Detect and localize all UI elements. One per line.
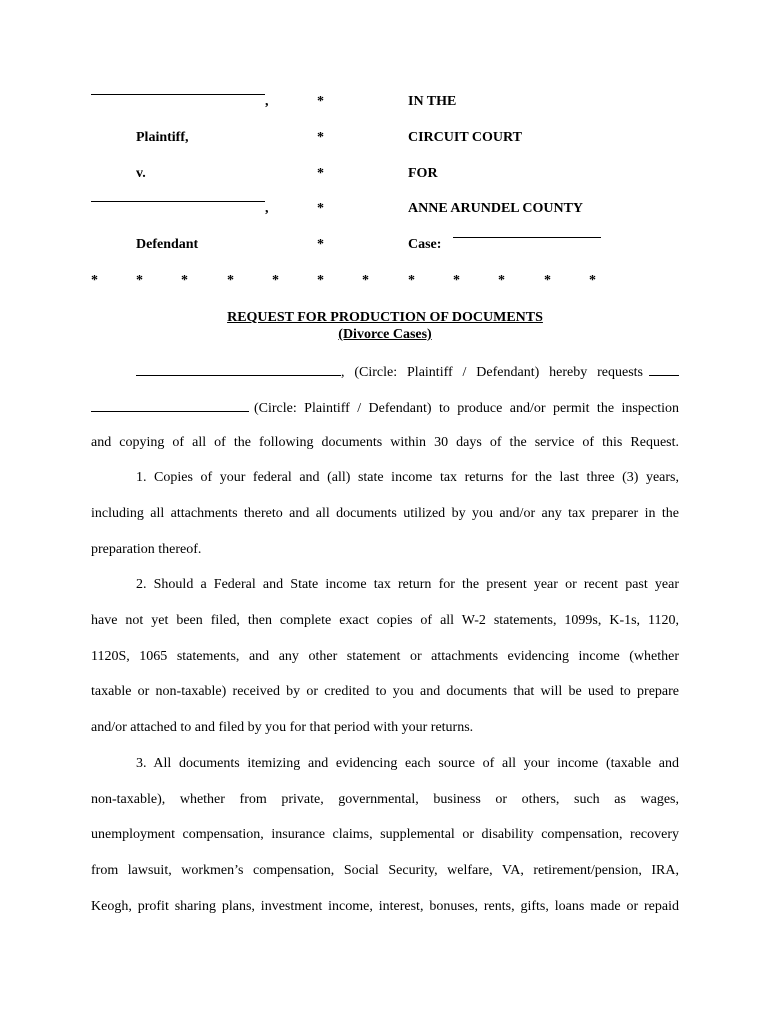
intro-line-3: and copying of all of the following documents within 30 days of the service of this Request. xyxy=(91,435,679,450)
item-1-line-1: 1. Copies of your federal and (all) state income tax returns for the last three (3) years, xyxy=(136,470,679,485)
item-3-line-3: unemployment compensation, insurance claims, supplemental or disability compensation, recovery xyxy=(91,827,679,842)
divider-star: * xyxy=(498,273,505,288)
item-2-line-4: taxable or non-taxable) received by or credited to you and documents that will be used to prepare xyxy=(91,684,679,699)
divider-star: * xyxy=(362,273,369,288)
caption-separator: * xyxy=(317,237,324,252)
case-number-blank xyxy=(453,237,601,238)
case-label: Case: xyxy=(408,237,442,252)
document-title: REQUEST FOR PRODUCTION OF DOCUMENTS xyxy=(227,310,543,325)
item-2-line-3: 1120S, 1065 statements, and any other statement or attachments evidencing income (whether xyxy=(91,649,679,664)
versus-label: v. xyxy=(136,166,146,181)
item-2-line-2: have not yet been filed, then complete exact copies of all W-2 statements, 1099s, K-1s, 1120, xyxy=(91,613,679,628)
responding-party-blank-start xyxy=(649,363,679,376)
court-line-3: FOR xyxy=(408,166,438,181)
divider-star: * xyxy=(227,273,234,288)
divider-star: * xyxy=(408,273,415,288)
caption-separator: * xyxy=(317,130,324,145)
caption-separator: * xyxy=(317,201,324,216)
divider-star: * xyxy=(136,273,143,288)
item-3-line-2: non-taxable), whether from private, governmental, business or others, such as wages, xyxy=(91,792,679,807)
plaintiff-comma: , xyxy=(265,94,269,109)
divider-star: * xyxy=(91,273,98,288)
case-caption xyxy=(0,0,770,288)
divider-star: * xyxy=(272,273,279,288)
item-2-line-1: 2. Should a Federal and State income tax return for the present year or recent past year xyxy=(136,577,679,592)
item-3-line-4: from lawsuit, workmen’s compensation, Social Security, welfare, VA, retirement/pension, IRA, xyxy=(91,863,679,878)
item-1-line-2: including all attachments thereto and all documents utilized by you and/or any tax preparer in the xyxy=(91,506,679,521)
defendant-label: Defendant xyxy=(136,237,199,252)
caption-separator: * xyxy=(317,166,324,181)
intro-line-2 xyxy=(91,399,679,417)
court-line-1: IN THE xyxy=(408,94,457,109)
plaintiff-name-blank xyxy=(91,94,265,95)
item-3-line-5: Keogh, profit sharing plans, investment income, interest, bonuses, rents, gifts, loans made or repaid xyxy=(91,899,679,914)
court-line-2: CIRCUIT COURT xyxy=(408,130,522,145)
item-1-line-3: preparation thereof. xyxy=(91,542,202,557)
document-subtitle: (Divorce Cases) xyxy=(338,327,432,342)
divider-star: * xyxy=(544,273,551,288)
item-2-line-5: and/or attached to and filed by you for that period with your returns. xyxy=(91,720,474,735)
court-line-4: ANNE ARUNDEL COUNTY xyxy=(408,201,584,216)
divider-star: * xyxy=(317,273,324,288)
responding-party-blank xyxy=(91,399,249,412)
caption-separator: * xyxy=(317,94,324,109)
divider-star: * xyxy=(589,273,596,288)
plaintiff-label: Plaintiff, xyxy=(136,130,189,145)
defendant-comma: , xyxy=(265,201,269,216)
intro-line-2-text: (Circle: Plaintiff / Defendant) to produce and/or permit the inspection xyxy=(254,401,679,416)
intro-line-1-text: , (Circle: Plaintiff / Defendant) hereby requests xyxy=(341,365,643,380)
intro-line-1 xyxy=(136,363,679,381)
divider-star: * xyxy=(181,273,188,288)
defendant-name-blank xyxy=(91,201,265,202)
requesting-party-blank xyxy=(136,363,341,376)
item-3-line-1: 3. All documents itemizing and evidencing each source of all your income (taxable and xyxy=(136,756,679,771)
divider-star: * xyxy=(453,273,460,288)
